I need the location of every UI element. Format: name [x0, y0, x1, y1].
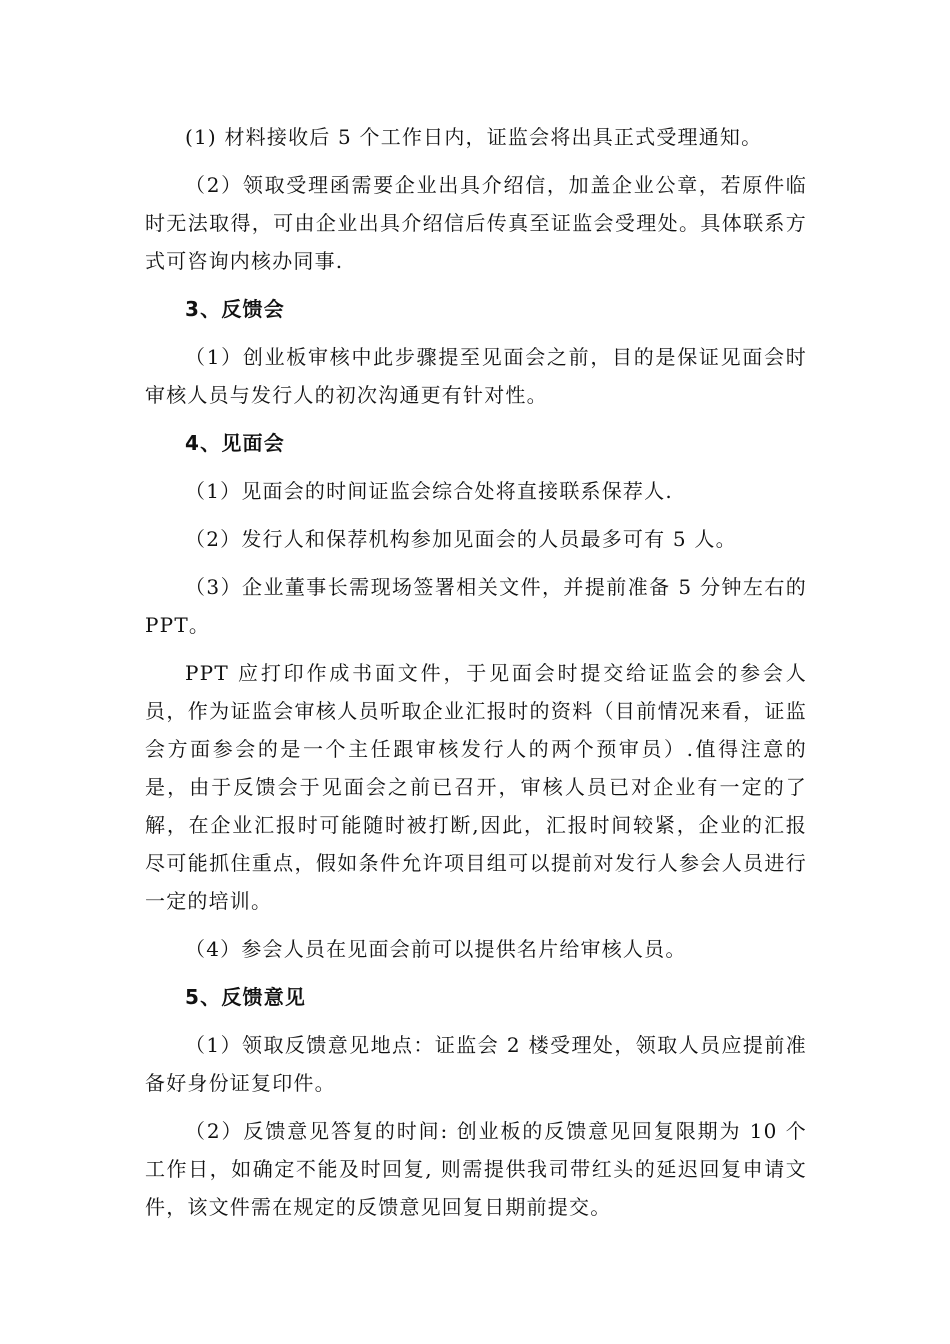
paragraph-feedback-reply-time: （2）反馈意见答复的时间: 创业板的反馈意见回复限期为 10 个工作日，如确定不能及时回复, 则需提供我司带红头的延迟回复申请文件，该文件需在规定的反馈意见回复日期前提交。 — [145, 1119, 807, 1219]
document-page — [145, 118, 807, 1236]
section-heading-meeting: 4、见面会 — [185, 431, 285, 455]
paragraph-business-cards: （4）参会人员在见面会前可以提供名片给审核人员。 — [185, 937, 687, 961]
paragraph-feedback-pickup: （1）领取反馈意见地点：证监会 2 楼受理处，领取人员应提前准备好身份证复印件。 — [145, 1033, 807, 1095]
paragraph-ppt-details: PPT 应打印作成书面文件，于见面会时提交给证监会的参会人员，作为证监会审核人员听取企业汇报时的资料（目前情况来看，证监会方面参会的是一个主任跟审核发行人的两个预审员）.值得注意的是，由于反馈会于见面会之前已召开，审核人员已对企业有一定的了解，在企业汇报时可能随时被打断,因此，汇报时间较紧，企业的汇报尽可能抓住重点，假如条件允许项目组可以提前对发行人参会人员进行一定的培训。 — [145, 661, 807, 913]
paragraph-receipt-notice: (1) 材料接收后 5 个工作日内，证监会将出具正式受理通知。 — [185, 125, 763, 149]
paragraph-acceptance-letter: （2）领取受理函需要企业出具介绍信，加盖企业公章，若原件临时无法取得，可由企业出具介绍信后传真至证监会受理处。具体联系方式可咨询内核办同事. — [145, 173, 807, 273]
section-heading-feedback-opinions: 5、反馈意见 — [185, 985, 307, 1009]
paragraph-chairman-ppt: （3）企业董事长需现场签署相关文件，并提前准备 5 分钟左右的 PPT。 — [145, 575, 807, 637]
paragraph-feedback-meeting-purpose: （1）创业板审核中此步骤提至见面会之前，目的是保证见面会时审核人员与发行人的初次沟通更有针对性。 — [145, 345, 807, 407]
paragraph-meeting-time: （1）见面会的时间证监会综合处将直接联系保荐人. — [185, 479, 673, 503]
section-heading-feedback-meeting: 3、反馈会 — [185, 297, 285, 321]
paragraph-meeting-attendees: （2）发行人和保荐机构参加见面会的人员最多可有 5 人。 — [185, 527, 737, 551]
